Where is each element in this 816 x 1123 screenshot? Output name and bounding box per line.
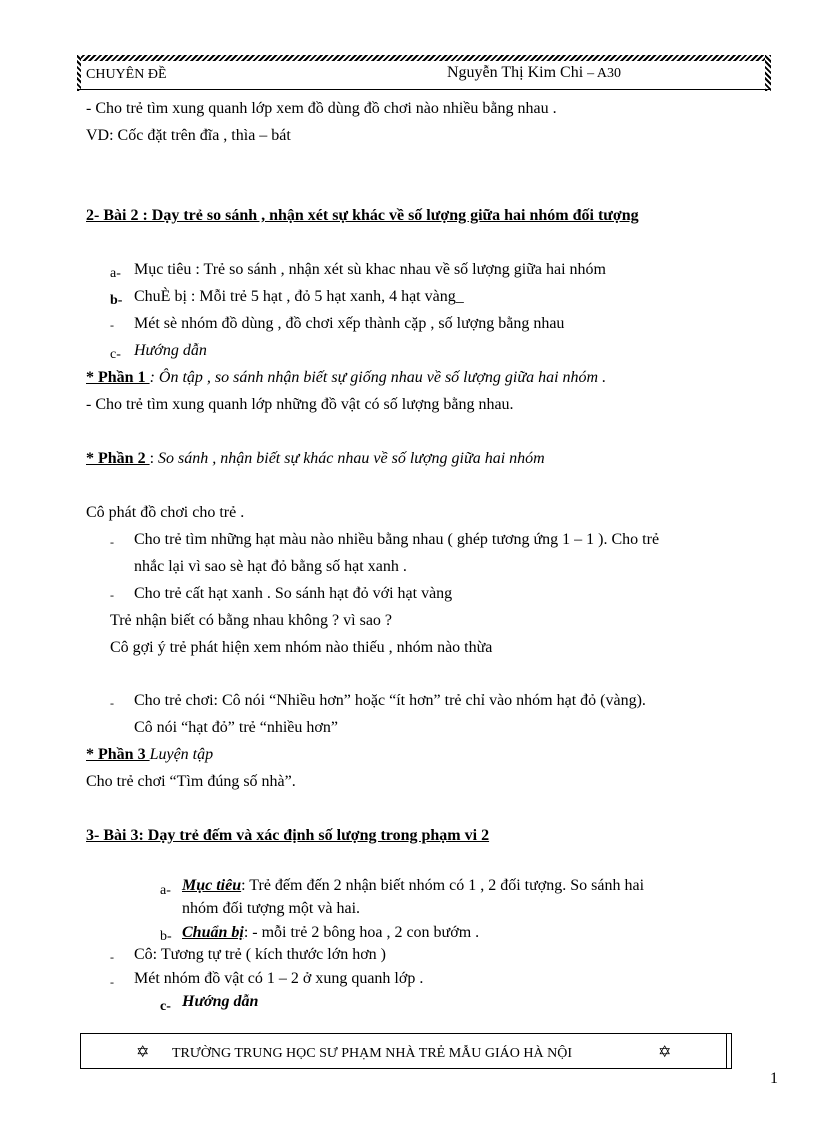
header-class-code: – A30	[587, 66, 621, 81]
list-marker-b3: b-	[160, 929, 172, 944]
list-marker-a3: a-	[160, 883, 171, 898]
lesson-3-objective-label: Mục tiêu	[182, 877, 242, 894]
part-3-line	[86, 746, 213, 764]
list-marker-b: b-	[110, 293, 123, 308]
header-border-right	[765, 55, 771, 91]
header-border-bottom	[77, 89, 771, 90]
preparation-text: ChuÈ bị : Mỗi trẻ 5 hạt , đỏ 5 hạt xanh, 4 hạt vàng_	[134, 288, 464, 305]
part-1-line	[86, 369, 606, 387]
header-border-top	[77, 55, 771, 61]
game-line-1: Cho trẻ chơi: Cô nói “Nhiều hơn” hoặc “ít hơn” trẻ chỉ vào nhóm hạt đỏ (vàng).	[134, 692, 646, 709]
lesson-3-objective-line-2: nhóm đối tượng một và hai.	[182, 900, 361, 917]
teacher-hands-out: Cô phát đồ chơi cho trẻ .	[86, 504, 245, 521]
teacher-suggests: Cô gợi ý trẻ phát hiện xem nhóm nào thiếu , nhóm nào thừa	[110, 639, 493, 656]
dash-bullet-2: -	[110, 535, 114, 549]
footer-school-name: TRƯỜNG TRUNG HỌC SƯ PHẠM NHÀ TRẺ MẪU GIÁO HÀ NỘI	[172, 1046, 572, 1061]
part-3-text: Luyện tập	[149, 746, 214, 763]
header-frame	[77, 55, 771, 91]
part-2-line	[86, 450, 545, 468]
guide-text: Hướng dẫn	[134, 342, 207, 359]
part-2-label: * Phần 2	[86, 450, 150, 467]
part-1-body: - Cho trẻ tìm xung quanh lớp những đồ vật có số lượng bằng nhau.	[86, 396, 514, 413]
intro-line-1: - Cho trẻ tìm xung quanh lớp xem đồ dùng đồ chơi nào nhiều bằng nhau .	[86, 100, 557, 117]
teacher-materials: Cô: Tương tự trẻ ( kích thước lớn hơn )	[134, 946, 386, 963]
lesson-3-objective	[182, 877, 644, 895]
game-line-2: Cô nói “hạt đỏ” trẻ “nhiều hơn”	[134, 719, 338, 736]
objective-text: Mục tiêu : Trẻ so sánh , nhận xét sù khac nhau về số lượng giữa hai nhóm	[134, 261, 606, 278]
dash-bullet-3: -	[110, 588, 114, 602]
list-marker-c3: c-	[160, 999, 171, 1014]
part-3-label: * Phần 3	[86, 746, 150, 763]
activity-2-text: Cho trẻ cất hạt xanh . So sánh hạt đỏ với hạt vàng	[134, 585, 453, 602]
list-marker-c: c-	[110, 347, 121, 362]
materials-text: Mét sè nhóm đồ dùng , đồ chơi xếp thành cặp , số lượng bằng nhau	[134, 315, 565, 332]
lesson-3-preparation-text: : - mỗi trẻ 2 bông hoa , 2 con bướm .	[243, 924, 480, 941]
activity-1-line-1: Cho trẻ tìm những hạt màu nào nhiều bằng nhau ( ghép tương ứng 1 – 1 ). Cho trẻ	[134, 531, 660, 548]
list-marker-a: a-	[110, 266, 121, 281]
header-border-left	[77, 55, 81, 91]
footer-box-double-edge	[726, 1033, 731, 1069]
activity-1-line-2: nhắc lại vì sao sè hạt đỏ bằng số hạt xanh .	[134, 558, 407, 575]
lesson-3-preparation-label: Chuẩn bị	[182, 924, 244, 941]
find-house-game: Cho trẻ chơi “Tìm đúng số nhà”.	[86, 773, 296, 790]
dash-bullet-4: -	[110, 696, 114, 710]
header-author-name: Nguyễn Thị Kim Chi	[447, 64, 584, 81]
child-recognizes: Trẻ nhận biết có bằng nhau không ? vì sao ?	[110, 612, 393, 629]
lesson-2-title: 2- Bài 2 : Dạy trẻ so sánh , nhận xét sự khác về số lượng giữa hai nhóm đối tượng	[86, 207, 639, 224]
star-of-david-icon-right: ✡	[658, 1044, 672, 1061]
part-1-label: * Phần 1	[86, 369, 150, 386]
dash-bullet-6: -	[110, 975, 114, 989]
lesson-3-objective-text: : Trẻ đếm đến 2 nhận biết nhóm có 1 , 2 đối tượng. So sánh hai	[241, 877, 645, 894]
lesson-3-guide: Hướng dẫn	[182, 993, 259, 1010]
part-1-text: : Ôn tập , so sánh nhận biết sự giống nhau về số lượng giữa hai nhóm .	[149, 369, 607, 386]
classroom-objects: Mét nhóm đồ vật có 1 – 2 ở xung quanh lớp .	[134, 970, 424, 987]
part-2-text: So sánh , nhận biết sự khác nhau về số lượng giữa hai nhóm	[158, 450, 545, 467]
dash-bullet-1: -	[110, 318, 114, 332]
dash-bullet-5: -	[110, 950, 114, 964]
lesson-3-preparation	[182, 924, 479, 942]
header-left-label: CHUYÊN ĐỀ	[86, 67, 167, 82]
header-author	[447, 64, 621, 82]
intro-line-2: VD: Cốc đặt trên đĩa , thìa – bát	[86, 127, 291, 144]
page-number: 1	[770, 1070, 778, 1087]
lesson-3-title: 3- Bài 3: Dạy trẻ đếm và xác định số lượng trong phạm vi 2	[86, 827, 490, 844]
part-2-colon: :	[149, 450, 159, 467]
star-of-david-icon-left: ✡	[136, 1044, 150, 1061]
